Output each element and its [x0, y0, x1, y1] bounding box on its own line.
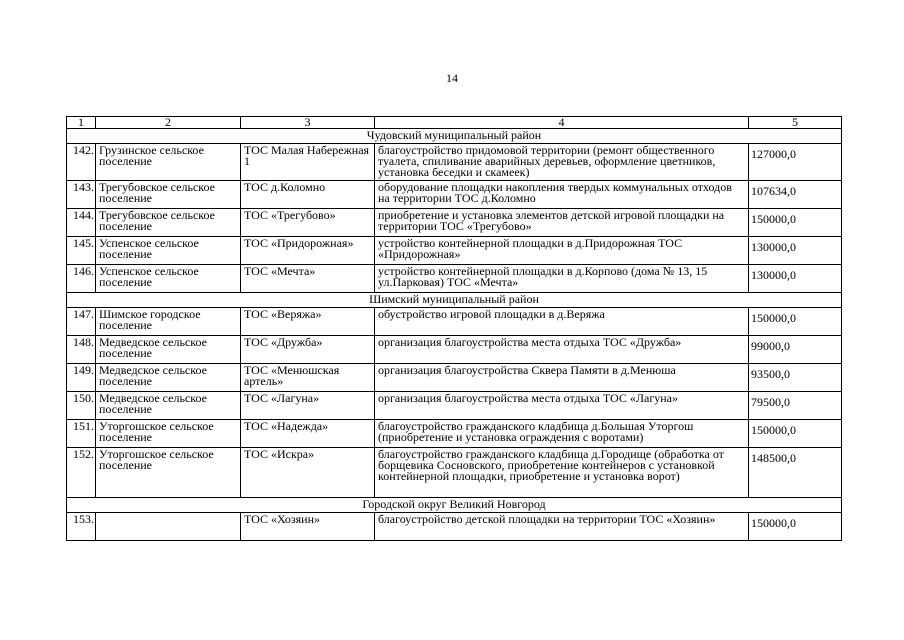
section-title: Шимский муниципальный район — [67, 293, 842, 308]
column-header-1: 1 — [67, 117, 96, 129]
table-row — [67, 308, 842, 336]
section-title: Городской округ Великий Новгород — [67, 498, 842, 513]
amount-cell: 130000,0 — [749, 265, 842, 293]
section-title: Чудовский муниципальный район — [67, 129, 842, 144]
table-row — [67, 364, 842, 392]
work-cell: благоустройство придомовой территории (ремонт общественного туалета, спиливание аварийных деревьев, оформление цветников, установка беседки и скамеек) — [375, 144, 749, 181]
work-cell: оборудование площадки накопления твердых коммунальных отходов на территории ТОС д.Коломно — [375, 181, 749, 209]
table-row — [67, 181, 842, 209]
column-header-4: 4 — [375, 117, 749, 129]
tos-cell: ТОС «Дружба» — [241, 336, 375, 364]
page-number: 14 — [446, 71, 458, 85]
row-number: 145. — [67, 237, 96, 265]
settlement-cell: Уторгошское сельское поселение — [96, 420, 241, 448]
table-row — [67, 513, 842, 541]
row-number: 153. — [67, 513, 96, 541]
column-number-row — [67, 117, 842, 129]
work-cell: обустройство игровой площадки в д.Веряжа — [375, 308, 749, 336]
work-cell: благоустройство детской площадки на территории ТОС «Хозяин» — [375, 513, 749, 541]
tos-cell: ТОС «Лагуна» — [241, 392, 375, 420]
tos-cell: ТОС Малая Набережная 1 — [241, 144, 375, 181]
amount-cell: 150000,0 — [749, 420, 842, 448]
row-number: 148. — [67, 336, 96, 364]
row-number: 149. — [67, 364, 96, 392]
work-cell: благоустройство гражданского кладбища д.Городище (обработка от борщевика Сосновского, приобретение контейнеров с установкой контейнерной площадки, приобретение и установка ворот) — [375, 448, 749, 498]
table-row — [67, 448, 842, 498]
table-row — [67, 237, 842, 265]
amount-cell: 148500,0 — [749, 448, 842, 498]
row-number: 144. — [67, 209, 96, 237]
settlement-cell: Шимское городское поселение — [96, 308, 241, 336]
table-row — [67, 265, 842, 293]
tos-cell: ТОС «Хозяин» — [241, 513, 375, 541]
settlement-cell: Успенское сельское поселение — [96, 237, 241, 265]
section-header-row — [67, 129, 842, 144]
amount-cell: 99000,0 — [749, 336, 842, 364]
table-row — [67, 144, 842, 181]
row-number: 142. — [67, 144, 96, 181]
work-cell: благоустройство гражданского кладбища д.Большая Уторгош (приобретение и установка ограждения с воротами) — [375, 420, 749, 448]
settlement-cell: Грузинское сельское поселение — [96, 144, 241, 181]
table-row — [67, 336, 842, 364]
column-header-2: 2 — [96, 117, 241, 129]
tos-cell: ТОС «Надежда» — [241, 420, 375, 448]
settlement-cell: Трегубовское сельское поселение — [96, 181, 241, 209]
work-cell: организация благоустройства места отдыха ТОС «Лагуна» — [375, 392, 749, 420]
grants-table — [66, 116, 842, 541]
settlement-cell: Успенское сельское поселение — [96, 265, 241, 293]
amount-cell: 93500,0 — [749, 364, 842, 392]
tos-cell: ТОС «Веряжа» — [241, 308, 375, 336]
amount-cell: 150000,0 — [749, 308, 842, 336]
tos-cell: ТОС д.Коломно — [241, 181, 375, 209]
amount-cell: 130000,0 — [749, 237, 842, 265]
row-number: 143. — [67, 181, 96, 209]
row-number: 152. — [67, 448, 96, 498]
amount-cell: 107634,0 — [749, 181, 842, 209]
amount-cell: 150000,0 — [749, 209, 842, 237]
tos-cell: ТОС «Искра» — [241, 448, 375, 498]
work-cell: устройство контейнерной площадки в д.Корпово (дома № 13, 15 ул.Парковая) ТОС «Мечта» — [375, 265, 749, 293]
settlement-cell: Уторгошское сельское поселение — [96, 448, 241, 498]
settlement-cell: Медведское сельское поселение — [96, 336, 241, 364]
work-cell: приобретение и установка элементов детской игровой площадки на территории ТОС «Трегубово» — [375, 209, 749, 237]
work-cell: организация благоустройства Сквера Памяти в д.Менюша — [375, 364, 749, 392]
work-cell: организация благоустройства места отдыха ТОС «Дружба» — [375, 336, 749, 364]
row-number: 150. — [67, 392, 96, 420]
amount-cell: 127000,0 — [749, 144, 842, 181]
column-header-3: 3 — [241, 117, 375, 129]
section-header-row — [67, 498, 842, 513]
settlement-cell: Медведское сельское поселение — [96, 364, 241, 392]
table-row — [67, 392, 842, 420]
column-header-5: 5 — [749, 117, 842, 129]
row-number: 151. — [67, 420, 96, 448]
row-number: 147. — [67, 308, 96, 336]
table-row — [67, 209, 842, 237]
table-row — [67, 420, 842, 448]
section-header-row — [67, 293, 842, 308]
tos-cell: ТОС «Менюшская артель» — [241, 364, 375, 392]
settlement-cell: Медведское сельское поселение — [96, 392, 241, 420]
tos-cell: ТОС «Придорожная» — [241, 237, 375, 265]
tos-cell: ТОС «Трегубово» — [241, 209, 375, 237]
work-cell: устройство контейнерной площадки в д.Придорожная ТОС «Придорожная» — [375, 237, 749, 265]
tos-cell: ТОС «Мечта» — [241, 265, 375, 293]
settlement-cell: Трегубовское сельское поселение — [96, 209, 241, 237]
row-number: 146. — [67, 265, 96, 293]
amount-cell: 79500,0 — [749, 392, 842, 420]
settlement-cell — [96, 513, 241, 541]
amount-cell: 150000,0 — [749, 513, 842, 541]
